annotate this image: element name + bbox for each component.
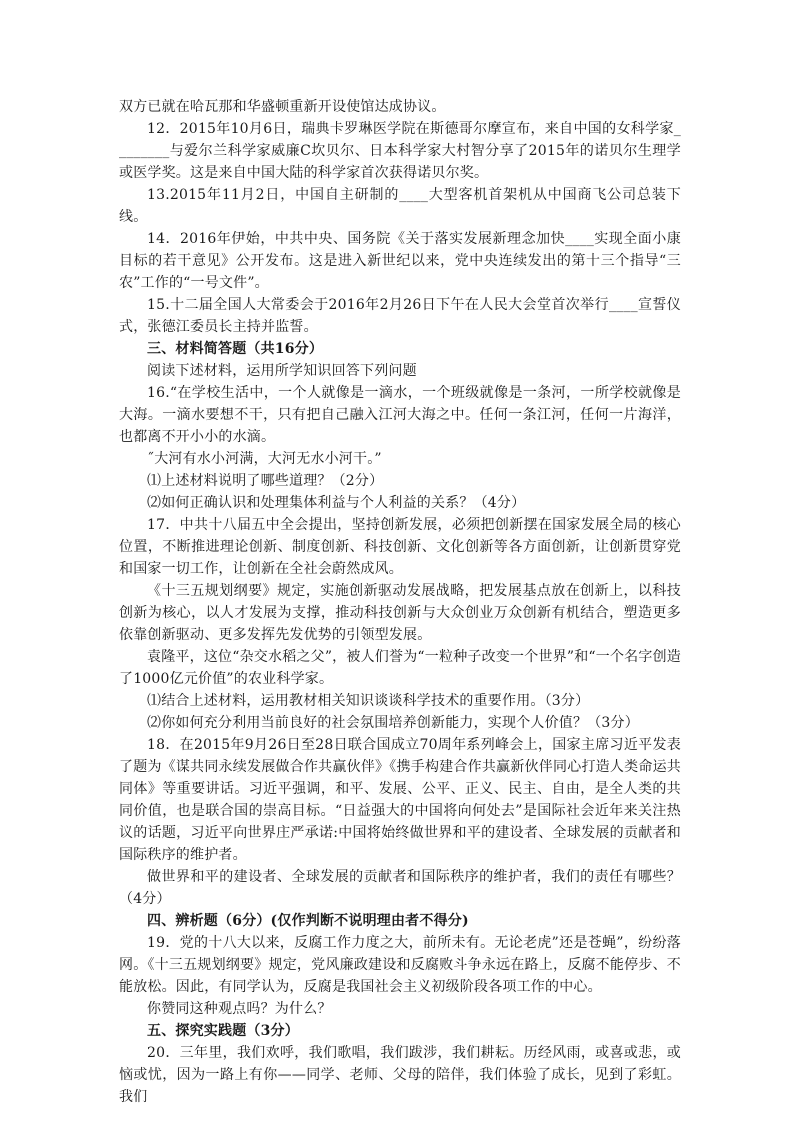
paragraph: 20．三年里，我们欢呼，我们歌唱，我们跋涉，我们耕耘。历经风雨，或喜或悲，或恼或忧，因为一路上有你——同学、老师、父母的陪伴，我们体验了成长，见到了彩虹。我们	[119, 1045, 681, 1105]
paragraph: ⑵你如何充分利用当前良好的社会氛围培养创新能力，实现个人价值？（3分）	[147, 715, 639, 731]
paragraph: 你赞同这种观点吗？为什么？	[147, 1001, 332, 1017]
paragraph: ˝大河有水小河满，大河无水小河干。”	[147, 451, 382, 467]
paragraph: ⑵如何正确认识和处理集体利益与个人利益的关系？（4分）	[147, 495, 526, 511]
paragraph: 双方已就在哈瓦那和华盛顿重新开设使馆达成协议。	[119, 99, 446, 115]
section-heading: 四、辨析题（6分）(仅作判断不说明理由者不得分)	[147, 913, 469, 929]
paragraph: 《十三五规划纲要》规定，实施创新驱动发展战略，把发展基点放在创新上，以科技创新为核心，以人才发展为支撑，推动科技创新与大众创业万众创新有机结合，塑造更多依靠创新驱动、更多发挥先发优势的引领型发展。	[119, 583, 681, 643]
paragraph: ⑴结合上述材料，运用教材相关知识谈谈科学技术的重要作用。（3分）	[147, 693, 590, 709]
paragraph: 13.2015年11月2日，中国自主研制的____大型客机首架机从中国商飞公司总装下线。	[119, 187, 681, 225]
paragraph: 做世界和平的建设者、全球发展的贡献者和国际秩序的维护者，我们的责任有哪些？（4分）	[119, 869, 681, 907]
paragraph: ⑴上述材料说明了哪些道理？（2分）	[147, 473, 384, 489]
section-heading: 五、探究实践题（3分）	[147, 1023, 299, 1039]
paragraph: 19．党的十八大以来，反腐工作力度之大，前所未有。无论老虎”还是苍蝇”，纷纷落网。《十三五规划纲要》规定，党风廉政建设和反腐败斗争永远在路上，反腐不能停步、不能放松。因此，有同学认为，反腐是我国社会主义初级阶段各项工作的中心。	[119, 935, 681, 995]
paragraph: 袁隆平，这位“杂交水稻之父”，被人们誉为“一粒种子改变一个世界”和“一个名字创造了1000亿元价值”的农业科学家。	[119, 649, 681, 687]
paragraph: 15.十二届全国人大常委会于2016年2月26日下午在人民大会堂首次举行____宣誓仪式，张德江委员长主持并监誓。	[119, 297, 681, 335]
paragraph: 12．2015年10月6日，瑞典卡罗琳医学院在斯德哥尔摩宣布，来自中国的女科学家________与爱尔兰科学家威廉C坎贝尔、日本科学家大村智分享了2015年的诺贝尔生理学或医学奖。这是来自中国大陆的科学家首次获得诺贝尔奖。	[119, 121, 681, 181]
paragraph: 16.“在学校生活中，一个人就像是一滴水，一个班级就像是一条河，一所学校就像是大海。一滴水要想不干，只有把自己融入江河大海之中。任何一条江河，任何一片海洋，也都离不开小小的水滴。	[119, 385, 681, 445]
section-heading: 三、材料简答题（共16分）	[147, 341, 324, 357]
document-page	[119, 96, 681, 1108]
paragraph: 14．2016年伊始，中共中央、国务院《关于落实发展新理念加快____实现全面小康目标的若干意见》公开发布。这是进入新世纪以来，党中央连续发出的第十三个指导“三农”工作的“一号文件”。	[119, 231, 681, 291]
paragraph: 阅读下述材料，运用所学知识回答下列问题	[147, 363, 417, 379]
paragraph: 18．在2015年9月26日至28日联合国成立70周年系列峰会上，国家主席习近平发表了题为《谋共同永续发展做合作共赢伙伴》《携手构建合作共赢新伙伴同心打造人类命运共同体》等重要讲话。习近平强调，和平、发展、公平、正义、民主、自由，是全人类的共同价值，也是联合国的崇高目标。“日益强大的中国将向何处去”是国际社会近年来关注热议的话题，习近平向世界庄严承诺:中国将始终做世界和平的建设者、全球发展的贡献者和国际秩序的维护者。	[119, 737, 681, 863]
paragraph: 17．中共十八届五中全会提出，坚持创新发展，必须把创新摆在国家发展全局的核心位置，不断推进理论创新、制度创新、科技创新、文化创新等各方面创新，让创新贯穿党和国家一切工作，让创新在全社会蔚然成风。	[119, 517, 681, 577]
